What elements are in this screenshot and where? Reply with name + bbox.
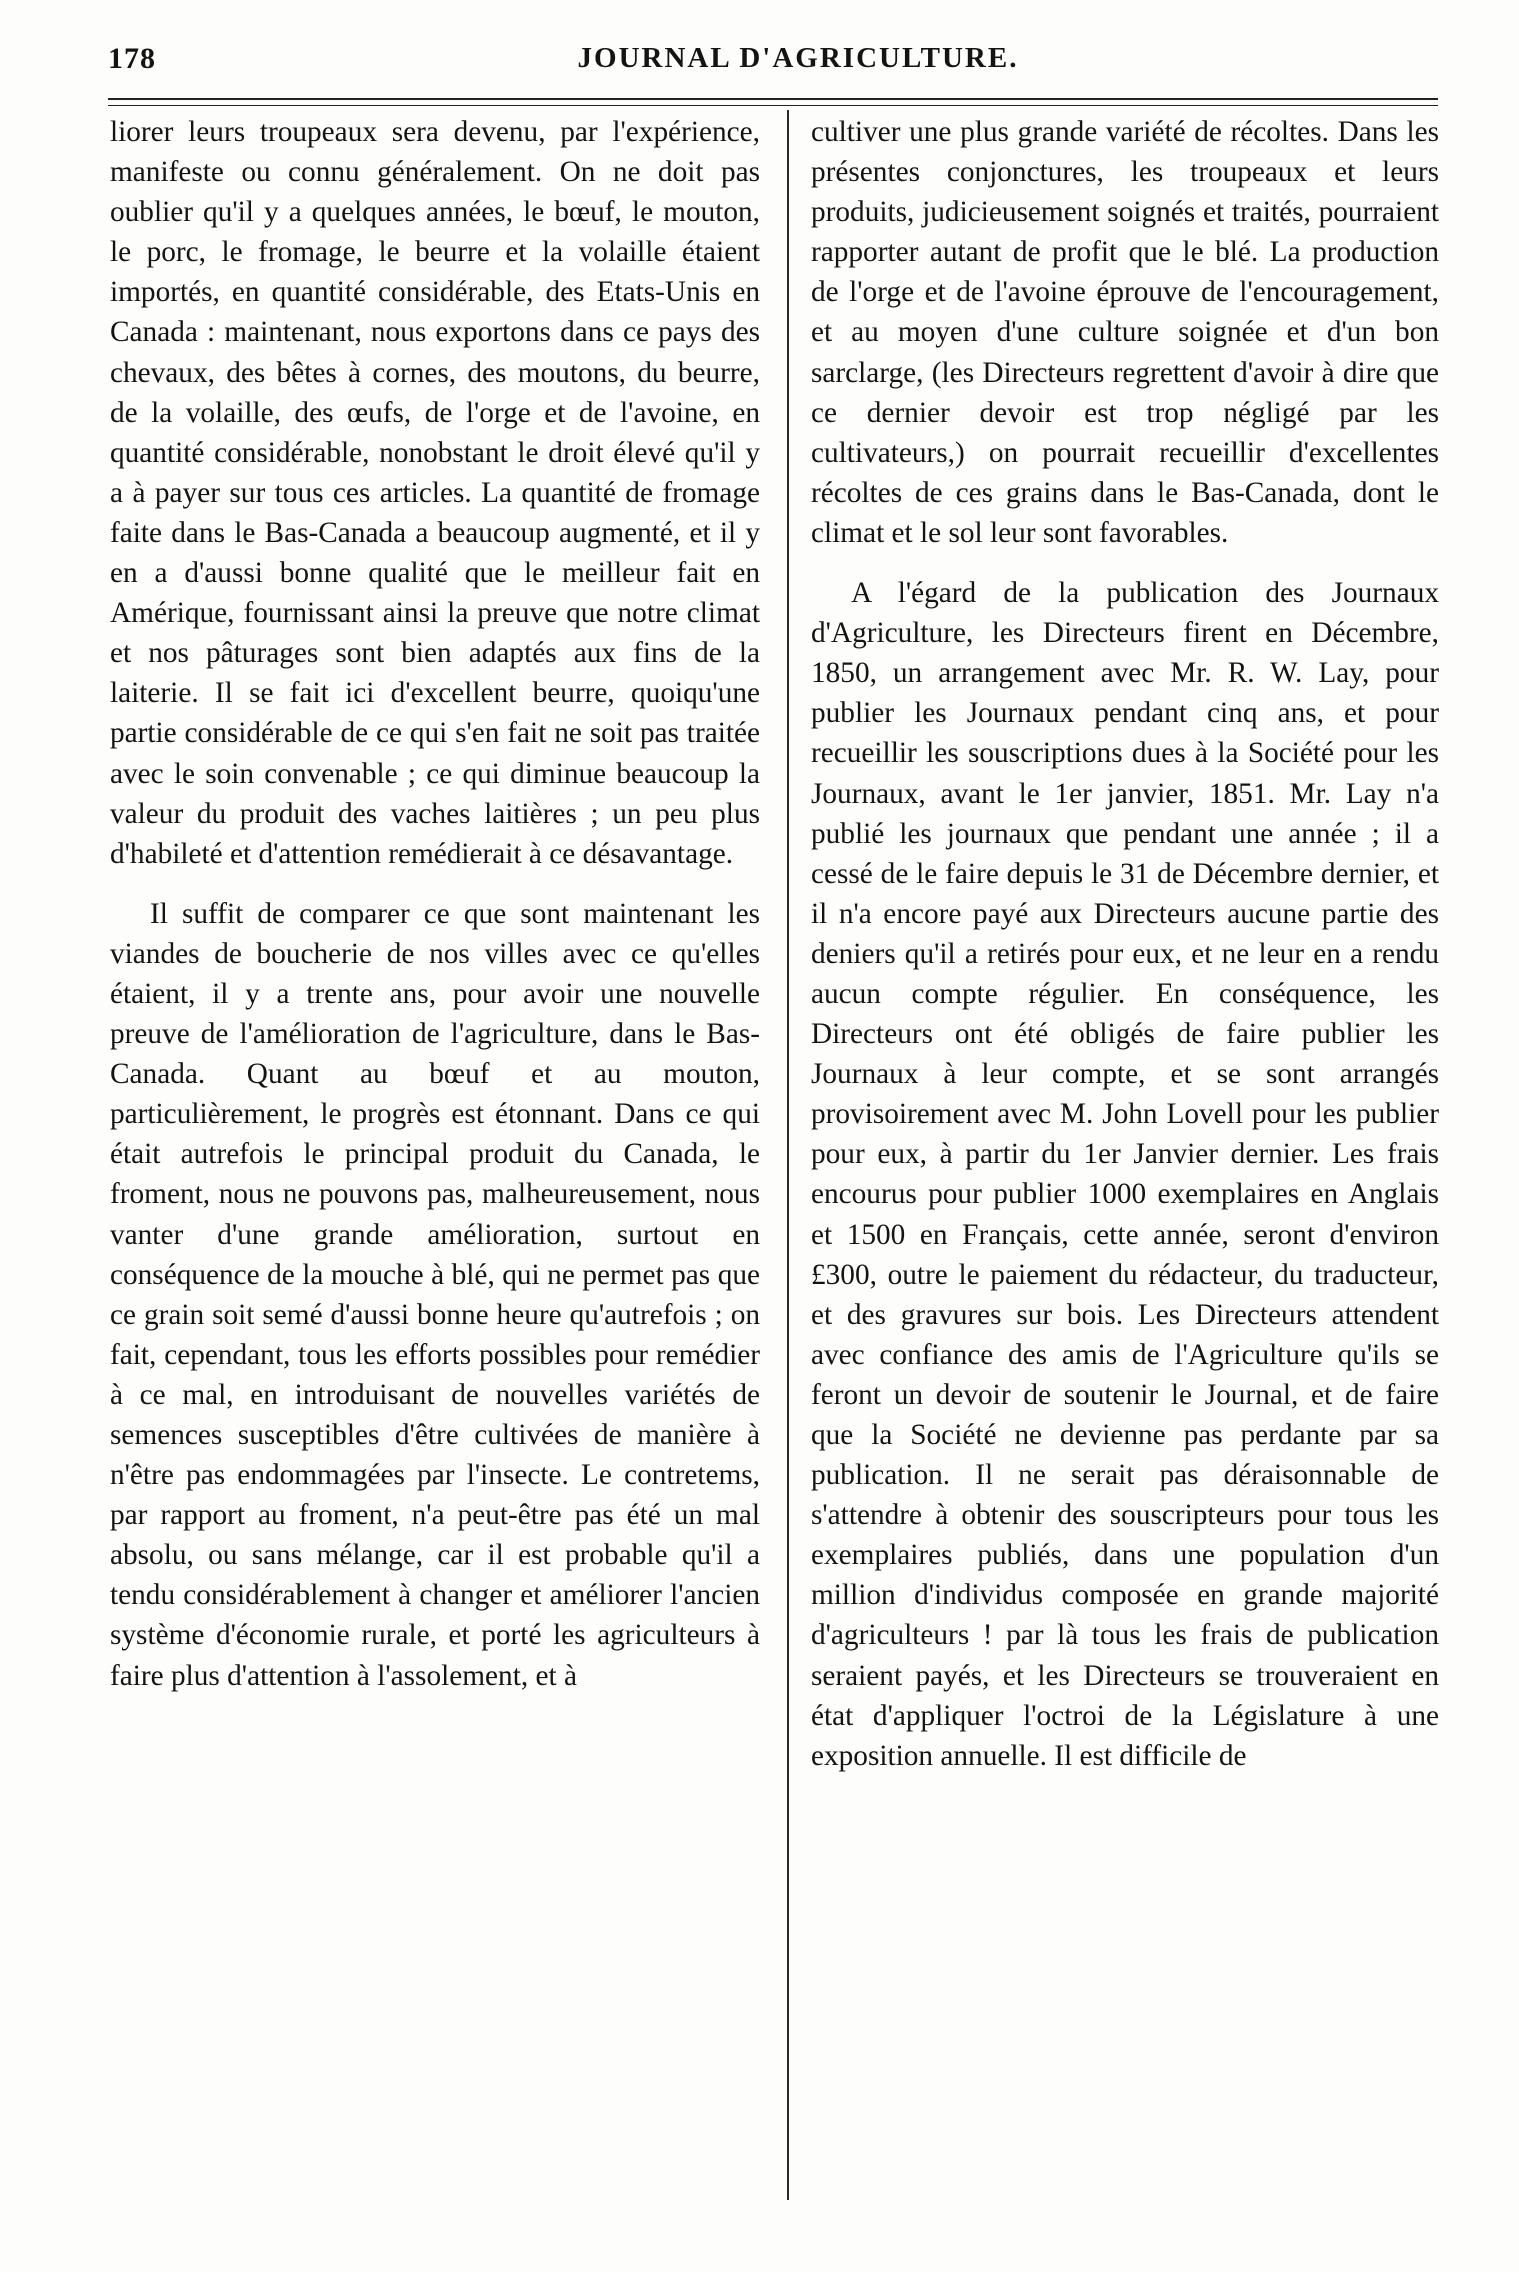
left-paragraph-2: Il suffit de comparer ce que sont maintenant les viandes de boucherie de nos villes avec ce qu'elles étaient, il y a trente ans, pour avoir une nouvelle preuve de l'amélioration de l'agriculture, dans le Bas-Canada. Quant au bœuf et au mouton, particulièrement, le progrès est étonnant. Dans ce qui était autrefois le principal produit du Canada, le froment, nous ne pouvons pas, malheureusement, nous vanter d'une grande amélioration, surtout en conséquence de la mouche à blé, qui ne permet pas que ce grain soit semé d'aussi bonne heure qu'autrefois ; on fait, cependant, tous les efforts possibles pour remédier à ce mal, en introduisant de nouvelles variétés de semences susceptibles d'être cultivées de manière à n'être pas endommagées par l'insecte. Le contretems, par rapport au froment, n'a peut-être pas été un mal absolu, ou sans mélange, car il est probable qu'il a tendu considérablement à changer et améliorer l'ancien système d'économie rurale, et porté les agriculteurs à faire plus d'attention à l'assolement, et à bbox=[110, 897, 760, 1692]
right-paragraph-2: A l'égard de la publication des Journaux d'Agriculture, les Directeurs firent en Décembre, 1850, un arrangement avec Mr. R. W. Lay, pour publier les Journaux pendant cinq ans, et pour recueillir les souscriptions dues à la Société pour les Journaux, avant le 1er janvier, 1851. Mr. Lay n'a publié les journaux que pendant une année ; il a cessé de le faire depuis le 31 de Décembre dernier, et il n'a encore payé aux Directeurs aucune partie des deniers qu'il a retirés pour eux, et ne leur en a rendu aucun compte régulier. En conséquence, les Directeurs ont été obligés de faire publier les Journaux à leur compte, et se sont arrangés provisoirement avec M. John Lovell pour les publier pour eux, à partir du 1er Janvier dernier. Les frais encourus pour publier 1000 exemplaires en Anglais et 1500 en Français, cette année, seront d'environ £300, outre le paiement du rédacteur, du traducteur, et des gravures sur bois. Les Directeurs attendent avec confiance des amis de l'Agriculture qu'ils se feront un devoir de soutenir le Journal, et de faire que la Société ne devienne pas perdante par sa publication. Il ne serait pas déraisonnable de s'attendre à obtenir des souscripteurs pour tous les exemplaires publiés, dans une population d'un million d'individus composée en grande majorité d'agriculteurs ! par là tous les frais de publication seraient payés, et les Directeurs se trouveraient en état d'appliquer l'octroi de la Législature à une exposition annuelle. Il est difficile de bbox=[811, 577, 1439, 1772]
right-column bbox=[811, 112, 1439, 1776]
right-paragraph-1: cultiver une plus grande variété de récoltes. Dans les présentes conjonctures, les troupeaux et leurs produits, judicieusement soignés et traités, pourraient rapporter autant de profit que le blé. La production de l'orge et de l'avoine éprouve de l'encouragement, et au moyen d'une culture soignée et d'un bon sarclarge, (les Directeurs regrettent d'avoir à dire que ce dernier devoir est trop négligé par les cultivateurs,) on pourrait recueillir d'excellentes récoltes de ces grains dans le Bas-Canada, dont le climat et le sol leur sont favorables. bbox=[811, 116, 1439, 549]
page-header bbox=[108, 42, 1438, 88]
left-paragraph-1: liorer leurs troupeaux sera devenu, par l'expérience, manifeste ou connu généralement. On ne doit pas oublier qu'il y a quelques années, le bœuf, le mouton, le porc, le fromage, le beurre et la volaille étaient importés, en quantité considérable, des Etats-Unis en Canada : maintenant, nous exportons dans ce pays des chevaux, des bêtes à cornes, des moutons, du beurre, de la volaille, des œufs, de l'orge et de l'avoine, en quantité considérable, nonobstant le droit élevé qu'il y a à payer sur tous ces articles. La quantité de fromage faite dans le Bas-Canada a beaucoup augmenté, et il y en a d'aussi bonne qualité que le meilleur fait en Amérique, fournissant ainsi la preuve que notre climat et nos pâturages sont bien adaptés aux fins de la laiterie. Il se fait ici d'excellent beurre, quoiqu'une partie considérable de ce qui s'en fait ne soit pas traitée avec le soin convenable ; ce qui diminue beaucoup la valeur du produit des vaches laitières ; un peu plus d'habileté et d'attention remédierait à ce désavantage. bbox=[110, 116, 760, 870]
running-title: JOURNAL D'AGRICULTURE. bbox=[577, 42, 1019, 74]
column-divider bbox=[787, 110, 789, 2200]
page-number: 178 bbox=[108, 42, 156, 75]
header-double-rule bbox=[108, 98, 1438, 106]
left-column bbox=[110, 112, 760, 1696]
